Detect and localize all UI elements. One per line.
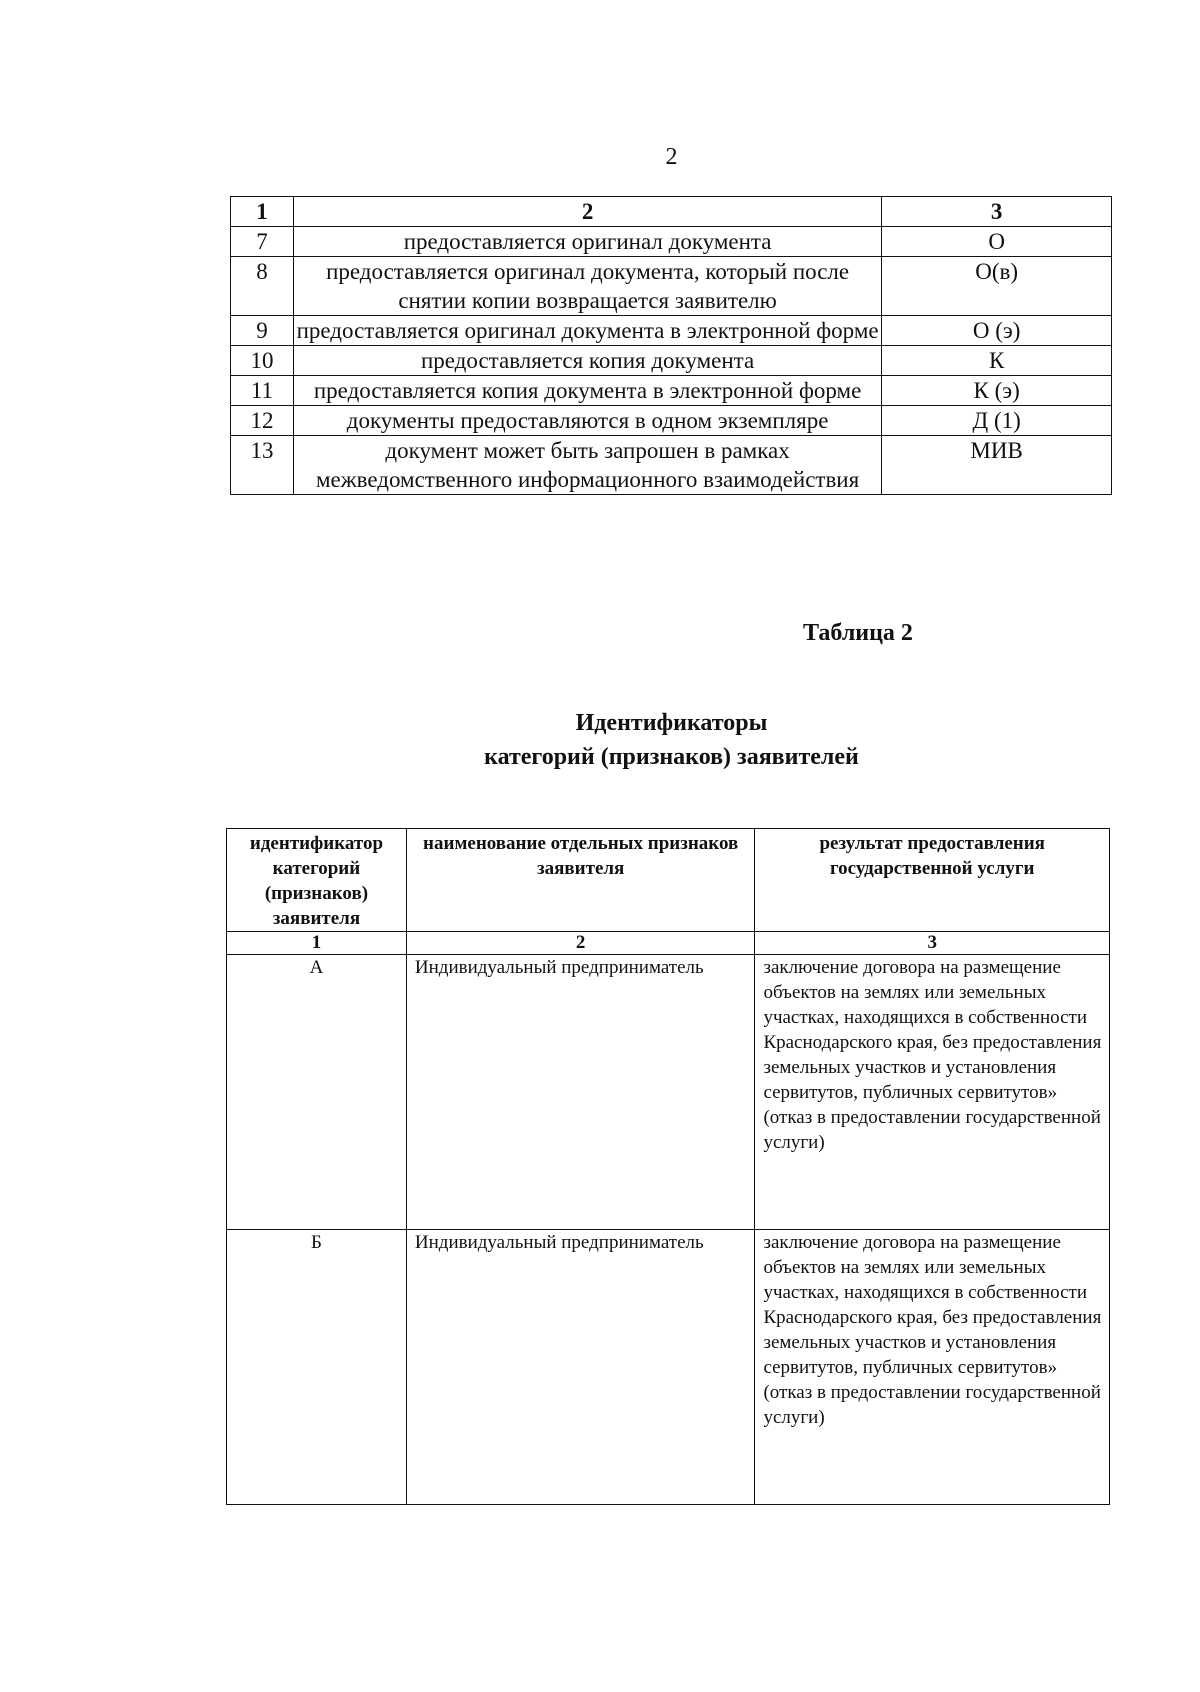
row-number: 7 xyxy=(231,227,294,257)
table-header-row xyxy=(227,829,1110,932)
category-id: А xyxy=(227,955,407,1230)
table-caption: Таблица 2 xyxy=(803,620,913,646)
row-number: 8 xyxy=(231,257,294,316)
row-description: предоставляется оригинал документа в электронной форме xyxy=(293,316,881,346)
table-title-line-1: Идентификаторы xyxy=(575,710,768,736)
row-description: предоставляется копия документа в электронной форме xyxy=(293,376,881,406)
category-id: Б xyxy=(227,1230,407,1505)
row-number: 13 xyxy=(231,436,294,495)
row-description: предоставляется оригинал документа, который после снятии копии возвращается заявителю xyxy=(293,257,881,316)
row-code: К xyxy=(882,346,1112,376)
page-number: 2 xyxy=(665,144,678,170)
table-applicant-categories xyxy=(226,828,1110,1505)
table-row xyxy=(231,376,1112,406)
row-number: 11 xyxy=(231,376,294,406)
table-row xyxy=(227,1230,1110,1505)
table-row xyxy=(227,955,1110,1230)
column-number-1: 1 xyxy=(231,197,294,227)
row-description: предоставляется копия документа xyxy=(293,346,881,376)
row-code: О (э) xyxy=(882,316,1112,346)
table-row xyxy=(231,227,1112,257)
column-number-1: 1 xyxy=(227,932,407,955)
category-result: заключение договора на размещение объектов на землях или земельных участках, находящихся в собственности Краснодарского края, без предоставления земельных участков и установления сервитутов, публичных сервитутов» (отказ в предоставлении государственной услуги) xyxy=(755,955,1110,1230)
table-document-forms xyxy=(230,196,1112,495)
row-number: 12 xyxy=(231,406,294,436)
category-result: заключение договора на размещение объектов на землях или земельных участках, находящихся в собственности Краснодарского края, без предоставления земельных участков и установления сервитутов, публичных сервитутов» (отказ в предоставлении государственной услуги) xyxy=(755,1230,1110,1505)
row-number: 10 xyxy=(231,346,294,376)
table-title-line-2: категорий (признаков) заявителей xyxy=(484,744,859,770)
table-header-row xyxy=(231,197,1112,227)
row-number: 9 xyxy=(231,316,294,346)
row-description: предоставляется оригинал документа xyxy=(293,227,881,257)
table-row xyxy=(231,257,1112,316)
row-code: О(в) xyxy=(882,257,1112,316)
category-name: Индивидуальный предприниматель xyxy=(406,955,755,1230)
header-result: результат предоставления государственной услуги xyxy=(755,829,1110,932)
row-code: Д (1) xyxy=(882,406,1112,436)
column-number-2: 2 xyxy=(406,932,755,955)
column-numbers-row xyxy=(227,932,1110,955)
header-identifier: идентификатор категорий (признаков) заявителя xyxy=(227,829,407,932)
column-number-3: 3 xyxy=(882,197,1112,227)
table-row xyxy=(231,316,1112,346)
row-description: документы предоставляются в одном экземпляре xyxy=(293,406,881,436)
table-row xyxy=(231,346,1112,376)
table-row xyxy=(231,436,1112,495)
column-number-2: 2 xyxy=(293,197,881,227)
category-name: Индивидуальный предприниматель xyxy=(406,1230,755,1505)
row-description: документ может быть запрошен в рамках межведомственного информационного взаимодействия xyxy=(293,436,881,495)
table-row xyxy=(231,406,1112,436)
header-name: наименование отдельных признаков заявителя xyxy=(406,829,755,932)
row-code: О xyxy=(882,227,1112,257)
column-number-3: 3 xyxy=(755,932,1110,955)
row-code: К (э) xyxy=(882,376,1112,406)
row-code: МИВ xyxy=(882,436,1112,495)
